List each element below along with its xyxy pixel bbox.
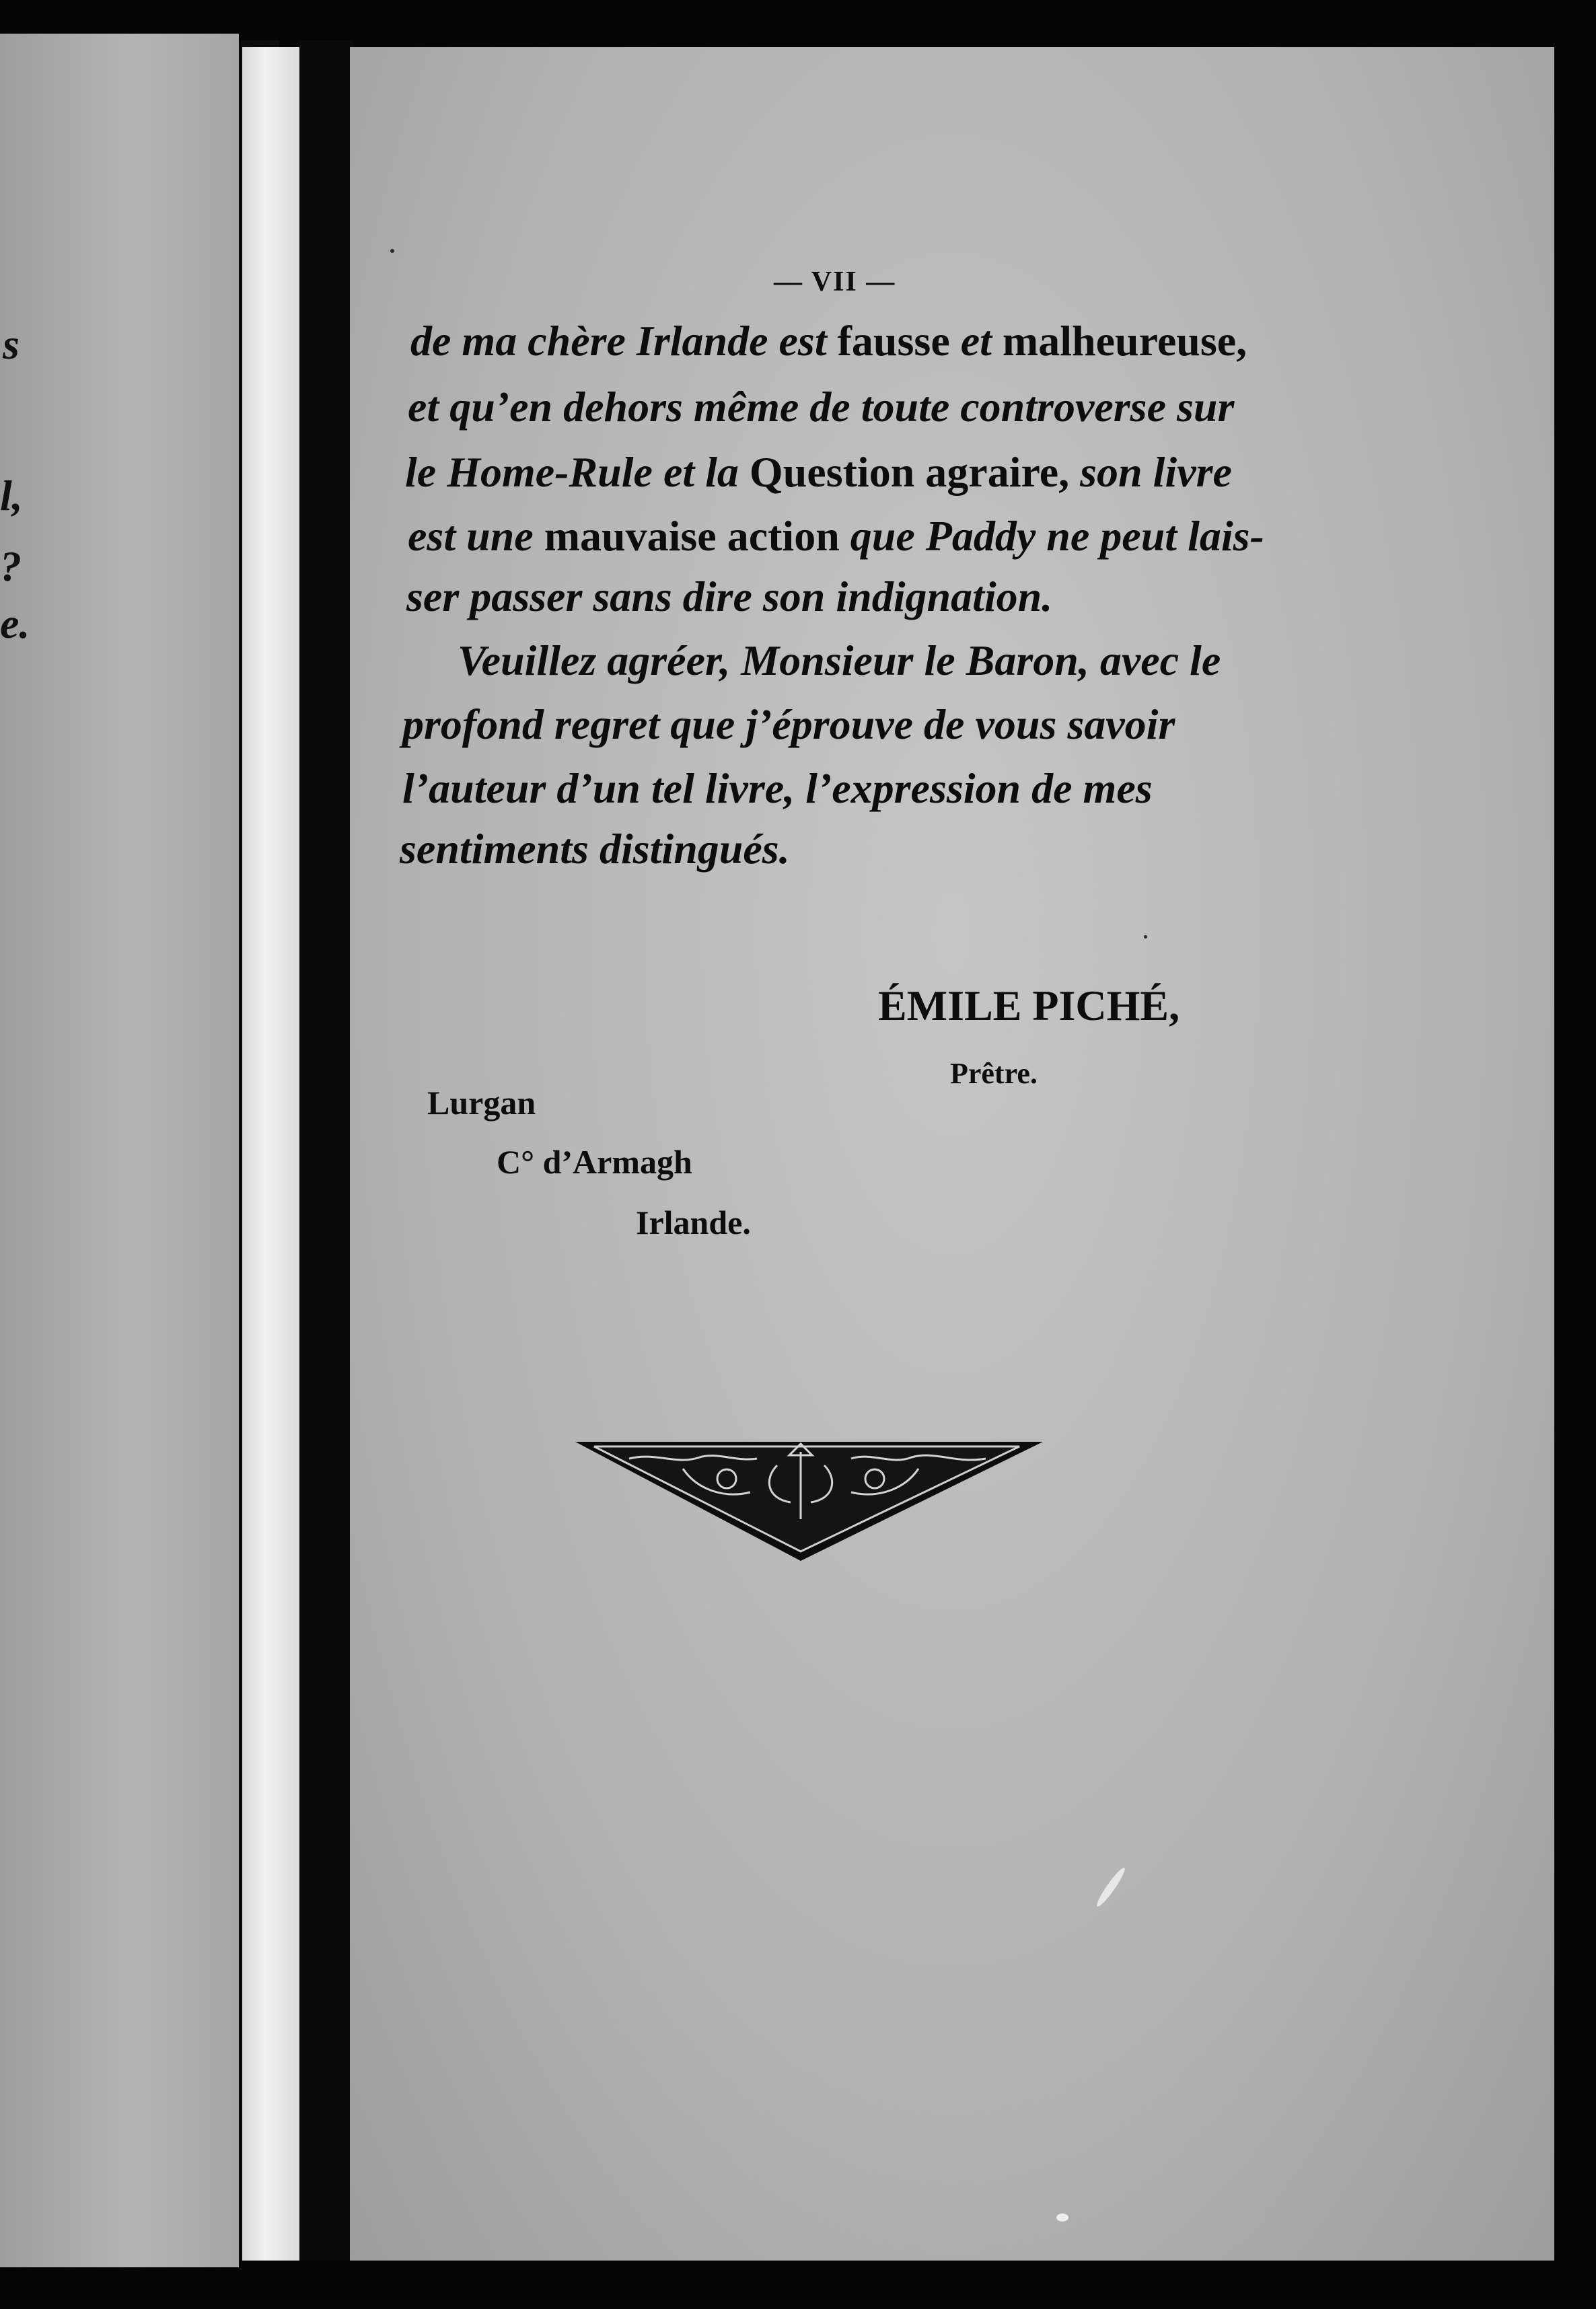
letter-text-run: le Home-Rule et la bbox=[405, 448, 750, 496]
letter-line bbox=[410, 316, 1247, 366]
letter-text-run: malheureuse, bbox=[1002, 317, 1247, 365]
letter-text-run: et qu’en dehors même de toute controverse sur bbox=[408, 383, 1235, 431]
letter-line bbox=[405, 447, 1232, 497]
paper-speck bbox=[1094, 1866, 1128, 1909]
letter-line bbox=[402, 700, 1175, 749]
letter-text-run: sentiments distingués. bbox=[400, 825, 790, 873]
paper-speck bbox=[390, 249, 394, 253]
letter-line bbox=[406, 572, 1052, 622]
left-page-fragment: l, bbox=[0, 472, 23, 519]
page-number: — VII — bbox=[774, 266, 896, 297]
letter-text-run: et bbox=[960, 317, 1003, 365]
page-edge-strip bbox=[242, 47, 299, 2261]
letter-text-run: l’auteur d’un tel livre, l’expression de mes bbox=[402, 764, 1153, 812]
letter-line bbox=[400, 824, 790, 874]
paper-speck bbox=[1056, 2213, 1068, 2222]
left-page-fragment: s bbox=[3, 320, 20, 368]
letter-text-run: profond regret que j’éprouve de vous savoir bbox=[402, 700, 1175, 748]
letter-text-run: de ma chère Irlande est bbox=[410, 317, 838, 365]
letter-text-run: que Paddy ne peut lais- bbox=[850, 512, 1264, 560]
ornament-tailpiece-icon bbox=[575, 1438, 1043, 1563]
letter-text-run: Question agraire, bbox=[749, 448, 1081, 496]
left-page-fragment: e. bbox=[0, 599, 30, 647]
letter-text-run: son livre bbox=[1080, 448, 1232, 496]
paper-speck bbox=[1144, 935, 1147, 939]
binding-shadow bbox=[299, 40, 353, 2261]
left-page-edge bbox=[0, 34, 239, 2267]
address-line: Lurgan bbox=[427, 1084, 536, 1122]
letter-line bbox=[408, 382, 1234, 432]
letter-text-run: Veuillez agréer, Monsieur le Baron, avec le bbox=[458, 636, 1221, 684]
letter-text-run: fausse bbox=[837, 317, 961, 365]
letter-text-run: mauvaise action bbox=[544, 512, 850, 560]
address-line: Irlande. bbox=[636, 1204, 751, 1241]
letter-line bbox=[402, 764, 1153, 813]
signature-title: Prêtre. bbox=[950, 1057, 1038, 1090]
letter-line bbox=[408, 511, 1264, 561]
address-line: C° d’Armagh bbox=[497, 1143, 692, 1181]
signature-name: ÉMILE PICHÉ, bbox=[878, 982, 1180, 1029]
letter-line bbox=[458, 636, 1221, 686]
letter-text-run: est une bbox=[408, 512, 544, 560]
left-page-fragment: ? bbox=[0, 542, 22, 590]
letter-text-run: ser passer sans dire son indignation. bbox=[406, 573, 1053, 620]
